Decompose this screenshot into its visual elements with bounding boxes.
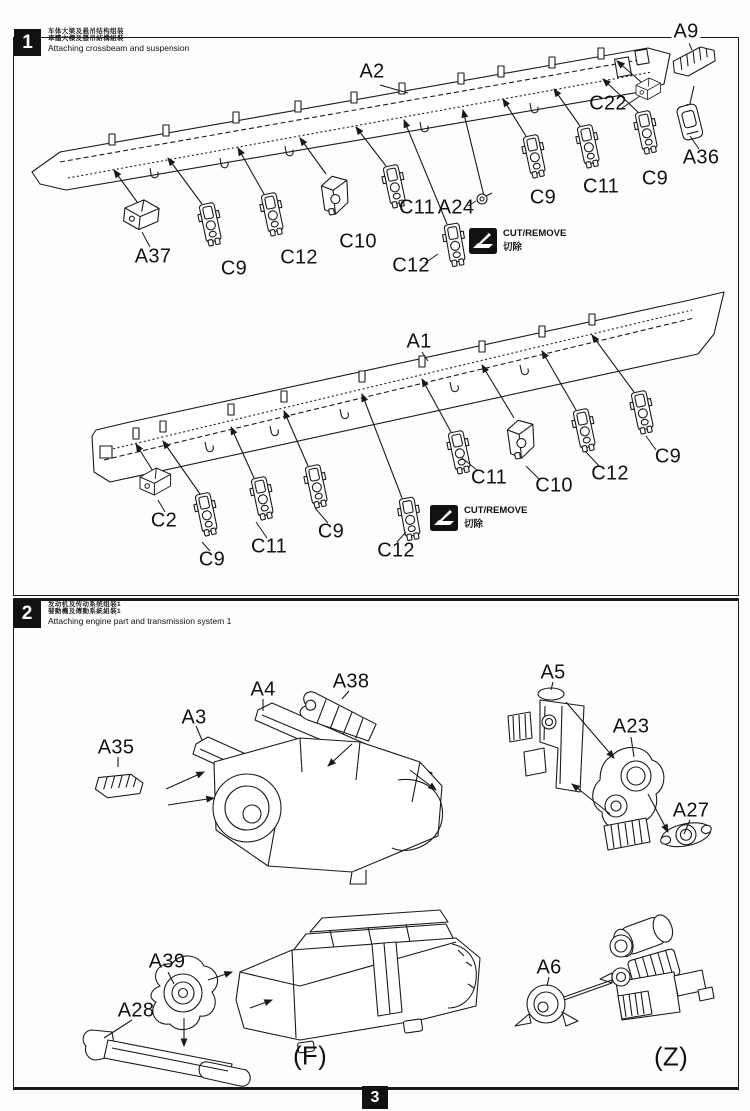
part-label-c9: C9: [198, 548, 226, 571]
part-drawing-a24: [477, 193, 492, 204]
beam-a1-drawing: [92, 292, 724, 482]
part-label-a38: A38: [332, 670, 370, 693]
step1-number-badge: 1: [14, 29, 41, 56]
part-label-a4: A4: [250, 678, 276, 701]
bracket-cluster-drawing: [508, 682, 714, 851]
cut-remove-text-zh: 切除: [503, 242, 523, 253]
part-label-c12: C12: [392, 254, 430, 277]
step1-title-zh-simplified: 车体大梁及悬吊结构组装: [48, 28, 124, 35]
part-drawing-a23: [593, 747, 664, 850]
cut-remove-note: [503, 227, 566, 255]
part-drawing-a36: [676, 103, 704, 141]
cut-remove-text-en: CUT/REMOVE: [464, 505, 528, 516]
part-label-c9: C9: [529, 186, 557, 209]
part-label-a37: A37: [134, 245, 172, 268]
part-drawing-c12d: [570, 408, 599, 453]
part-label-c11: C11: [470, 466, 508, 489]
part-label-c12: C12: [377, 539, 415, 562]
part-drawing-c10: [320, 174, 351, 215]
step2-header: [48, 601, 231, 626]
part-label-c11: C11: [250, 535, 288, 558]
part-label-c22: C22: [589, 92, 627, 115]
part-drawing-c12b: [441, 222, 469, 267]
part-label-c2: C2: [150, 509, 178, 532]
part-drawing-c9f: [628, 390, 657, 435]
step2-number-badge: 2: [13, 600, 41, 628]
part-label-a36: A36: [682, 146, 720, 169]
part-drawing-c9d: [192, 492, 221, 537]
part-drawing-a37: [123, 198, 160, 231]
part-label-c9: C9: [317, 520, 345, 543]
cut-remove-icon: [469, 228, 497, 254]
part-drawing-c11b: [574, 124, 603, 169]
engine2-drawing: [83, 910, 480, 1086]
part-label-a6: A6: [536, 956, 562, 979]
cut-remove-icon: [430, 505, 458, 531]
step2-title-en: Attaching engine part and transmission system 1: [48, 616, 232, 626]
part-drawing-a35: [94, 766, 144, 806]
step2-title-zh-traditional: 發動機及傳動系統組裝1: [48, 608, 122, 615]
step1-header: [48, 28, 189, 53]
part-label-a23: A23: [612, 715, 650, 738]
part-drawing-c10b: [506, 418, 537, 459]
part-drawing-c9b: [520, 134, 549, 179]
part-drawing-c9e: [302, 464, 331, 509]
part-drawing-c11c: [248, 476, 277, 521]
part-label-c9: C9: [654, 445, 682, 468]
part-drawing-a27: [658, 819, 713, 851]
step1-title-en: Attaching crossbeam and suspension: [48, 43, 190, 53]
part-label-a9: A9: [673, 20, 699, 43]
beam-a2-drawing: [32, 48, 670, 190]
group-label-f: (F): [292, 1040, 328, 1071]
part-drawing-a6: [515, 985, 578, 1026]
part-label-c10: C10: [339, 230, 377, 253]
part-drawing-a9: [672, 46, 716, 78]
part-drawing-c12: [258, 192, 287, 237]
step2-title-zh-simplified: 发动机及传动系统组装1: [48, 601, 122, 608]
part-drawing-c12c: [396, 496, 424, 541]
part-label-c12: C12: [280, 246, 318, 269]
part-label-c12: C12: [591, 462, 629, 485]
part-drawing-c11d: [445, 430, 474, 475]
part-drawing-a28: [83, 1030, 250, 1086]
part-drawing-c9: [196, 202, 225, 247]
cut-remove-note: [464, 504, 527, 532]
part-drawing-c9c: [632, 110, 661, 155]
part-label-a27: A27: [672, 799, 710, 822]
part-label-a39: A39: [148, 950, 186, 973]
part-label-c11: C11: [582, 175, 620, 198]
cut-remove-text-en: CUT/REMOVE: [503, 228, 567, 239]
cut-remove-text-zh: 切除: [464, 519, 484, 530]
part-label-a24: A24: [437, 196, 475, 219]
group-label-z: (Z): [653, 1041, 689, 1072]
part-label-c10: C10: [535, 474, 573, 497]
engine1-drawing: [94, 690, 443, 884]
part-label-a2: A2: [359, 60, 385, 83]
page-number: 3: [362, 1086, 388, 1109]
part-label-a1: A1: [406, 330, 432, 353]
part-label-c9: C9: [220, 257, 248, 280]
part-label-c11: C11: [398, 196, 436, 219]
part-label-a5: A5: [540, 661, 566, 684]
part-label-a35: A35: [97, 736, 135, 759]
part-label-a28: A28: [117, 999, 155, 1022]
part-label-a3: A3: [181, 706, 207, 729]
part-drawing-a5: [508, 688, 584, 792]
part-label-c9: C9: [641, 167, 669, 190]
step1-title-zh-traditional: 車體大樑及懸吊結構組裝: [48, 35, 124, 42]
